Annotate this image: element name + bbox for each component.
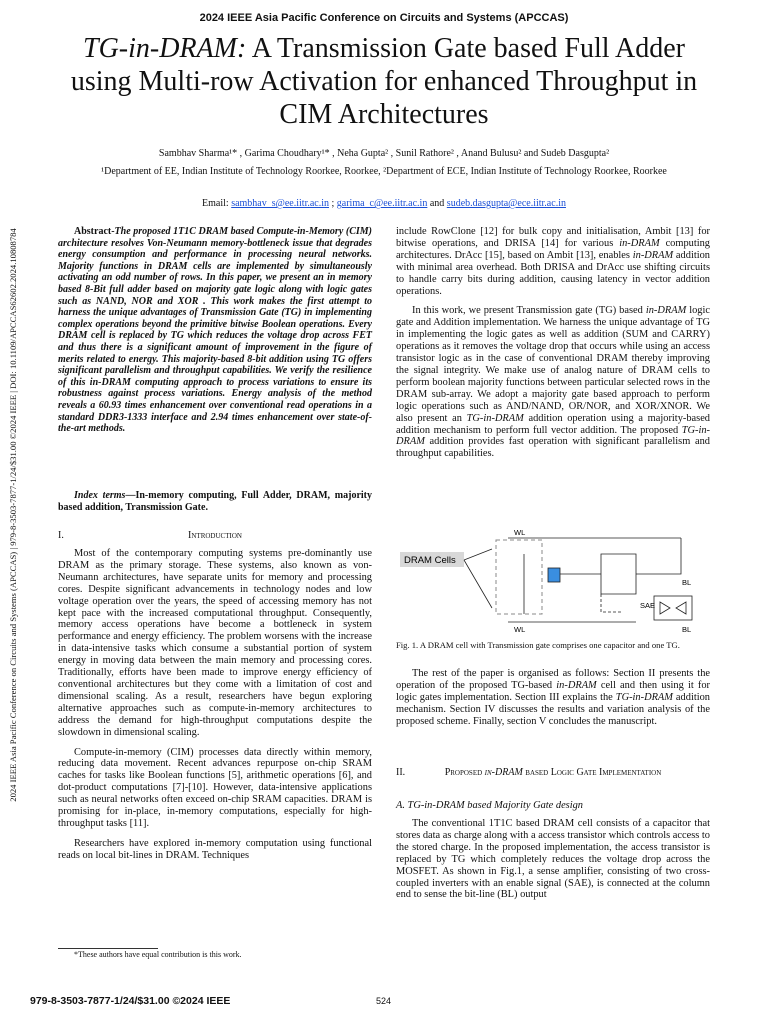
wl-bottom-label: WL	[514, 625, 526, 634]
section-heading-introduction: I. Introduction	[58, 530, 242, 541]
intro-paragraph-1: Most of the contemporary computing systems pre-dominantly use DRAM as the primary storage. These systems, also known as von-Neumann architectures, have separate units for memory and processing cores. Despite significant advancements in technology nodes and low voltage operation over the years, the speed of accessing memory has not kept pace with the increased computational throughput. Consequently, memory access operations have become a bottleneck in system performance and energy efficiency. The problem worsens with the increase in data-intensive tasks which consume a substantial portion of system energy in moving data between the main memory and processing cores. Traditionally, efforts have been made to improve energy efficiency of conventional architectures but they come with a limitation of cost and dimensional scaling. As a result, researchers have begun exploring alternative approaches such as compute-in-memory architectures to address the demand for high-throughput computations despite the slowdown in dimensional scaling.	[58, 548, 372, 738]
transmission-gate	[560, 554, 636, 594]
footnote: *These authors have equal contribution is this work.	[74, 950, 242, 959]
pointer-lines	[464, 549, 492, 608]
page-number: 524	[376, 996, 392, 1006]
figure-1-caption: Fig. 1. A DRAM cell with Transmission gate comprises one capacitor and one TG.	[396, 640, 680, 650]
email-link-2[interactable]: garima_c@ee.iitr.ac.in	[336, 198, 428, 209]
abstract-label: Abstract-	[74, 226, 115, 237]
dram-cells-label: DRAM Cells	[404, 555, 456, 566]
wl-top-label: WL	[514, 528, 526, 537]
bl-top-label: BL	[682, 578, 692, 587]
figure-1-circuit	[396, 524, 710, 636]
authors: Sambhav Sharma¹* , Garima Choudhary¹* , Neha Gupta² , Sunil Rathore² , Anand Bulusu² and Sudeb Dasgupta²	[158, 148, 610, 159]
intro-paragraph-2: Compute-in-memory (CIM) processes data directly within memory, reducing data movement. Recent advances repurpose on-chip SRAM caches for tasks like Boolean functions [5], arithmetic operations [6], and dot-product computations [7]-[10]. However, data-intensive applications such as neural networks often exceed on-chip SRAM capacities. DRAM is promising for in-place, in-memory computations, especially for high-throughput tasks [11].	[58, 746, 372, 829]
title-italic: TG-in-DRAM:	[83, 33, 247, 64]
bl-bottom-label: BL	[682, 625, 692, 634]
sae-label: SAE	[640, 601, 656, 610]
capacitor	[548, 568, 560, 582]
title-rest: A Transmission Gate based Full Adder using Multi-row Activation for enhanced Throughput in CIM Architectures	[70, 33, 698, 130]
intro-paragraph-3: Researchers have explored in-memory computation using functional reads on local bit-lines in DRAM. Techniques	[58, 837, 372, 861]
right-column-top	[396, 226, 710, 460]
side-citation: 2024 IEEE Asia Pacific Conference on Circuits and Systems (APCCAS) | 979-8-3503-7877-1/24/$31.00 ©2024 IEEE | DOI: 10.1109/APCCAS62602.2024.10808784	[8, 228, 18, 802]
email-link-1[interactable]: sambhav_s@ee.iitr.ac.in	[231, 198, 329, 209]
footer-copyright: 979-8-3503-7877-1/24/$31.00 ©2024 IEEE	[30, 995, 231, 1007]
right-paragraph-3: The rest of the paper is organised as follows: Section II presents the operation of the proposed TG-based in-DRAM cell and then using it for logic gates implementation. Section III explains the TG-in-DRAM addition mechanism. Section IV discusses the results and variation analysis of the proposed scheme. Finally, section V concludes the manuscript.	[396, 668, 710, 727]
email-link-3[interactable]: sudeb.dasgupta@ece.iitr.ac.in	[446, 198, 566, 209]
abstract-text: The proposed 1T1C DRAM based Compute-in-Memory (CIM) architecture resolves Von-Neumann memory-bottleneck issue that degrades energy consumption and performance in processing neural networks. Majority functions in DRAM cells are implemented by simultaneously activating an odd number of rows. In this paper, we present an in memory based 8-Bit full adder based on majority gate logic along with logic gates such as NAND, NOR and XOR . This work makes the first attempt to harness the unique advantages of Transmission Gate (TG) in implementing complex operations beyond the primitive bitwise Boolean operations. Every DRAM cell is replaced by TG which reduces the voltage drop across FET and thus there is a significant amount of improvement in the figure of merits related to energy. This majority-based 8-bit addition using TG offers significant parallelism and throughput capabilities. We verify the resilience of this in-DRAM computing approach to process variations to ensure its robustness against process variations. Energy analysis of the method reveals a 60.93 times enhancement over conventional read operations in a standard DDR3-1333 interface and 2.94 times enhancement over state-of-the-art methods.	[58, 226, 372, 435]
subsection-heading-a: A. TG-in-DRAM based Majority Gate design	[396, 800, 584, 811]
affiliations: ¹Department of EE, Indian Institute of Technology Roorkee, Roorkee, ²Department of ECE, Indian Institute of Technology Roorkee, Roorkee	[101, 166, 667, 177]
paper-title	[60, 32, 708, 131]
section-heading-2: II. Proposed in-DRAM based Logic Gate Implementation	[396, 767, 662, 778]
index-terms: Index terms—In-memory computing, Full Adder, DRAM, majority based addition, Transmission Gate.	[58, 490, 373, 513]
footnote-rule	[58, 948, 158, 949]
cell-dashed-box	[496, 540, 542, 614]
introduction-body	[58, 548, 372, 862]
right-paragraph-4: The conventional 1T1C based DRAM cell consists of a capacitor that stores data as charge along with a access transistor which controls access to the stored charge. In the proposed implementation, the access transistor is replaced by TG which completely reduces the voltage drop across the MOSFET. As shown in Fig.1, a sense amplifier, consisting of two cross-coupled inverters with an enable signal (SAE), is connected at the column end to sense the bit-line (BL) output	[396, 818, 710, 901]
right-paragraph-2: In this work, we present Transmission gate (TG) based in-DRAM logic gate and Addition implementation. We harness the unique advantage of TG in implementing the logic gates as well as addition (SUM and CARRY) operations as it removes the voltage drop that occurs while using an access transistor logic as in the case of conventional DRAM thereby improving the signal integrity. We make use of analog nature of DRAM cells to perform boolean majority functions between particular selected rows in the DRAM sub-array. We adopt a majority gate based approach to perform logic operations such as AND/NAND, OR/NOR, and XOR/XNOR. We also present an TG-in-DRAM addition operation using a majority-based addition mechanism to perform full vector addition. The proposed TG-in-DRAM addition provides fast operation with significant parallelism and throughput capabilities.	[396, 305, 711, 460]
email-line: Email: sambhav_s@ee.iitr.ac.in ; garima_c@ee.iitr.ac.in and sudeb.dasgupta@ece.iitr.ac.in	[202, 198, 566, 209]
abstract	[58, 226, 372, 435]
right-paragraph-1: include RowClone [12] for bulk copy and initialisation, Ambit [13] for bitwise operations, and DRISA [14] for various in-DRAM computing architectures. DrAcc [15], based on Ambit [13], enables in-DRAM addition with minimal area overhead. Both DRISA and DrAcc use shifting circuits to handle carry bits during addition, causing latency in vector addition operations.	[396, 226, 711, 297]
conference-header: 2024 IEEE Asia Pacific Conference on Circuits and Systems (APCCAS)	[199, 12, 569, 24]
